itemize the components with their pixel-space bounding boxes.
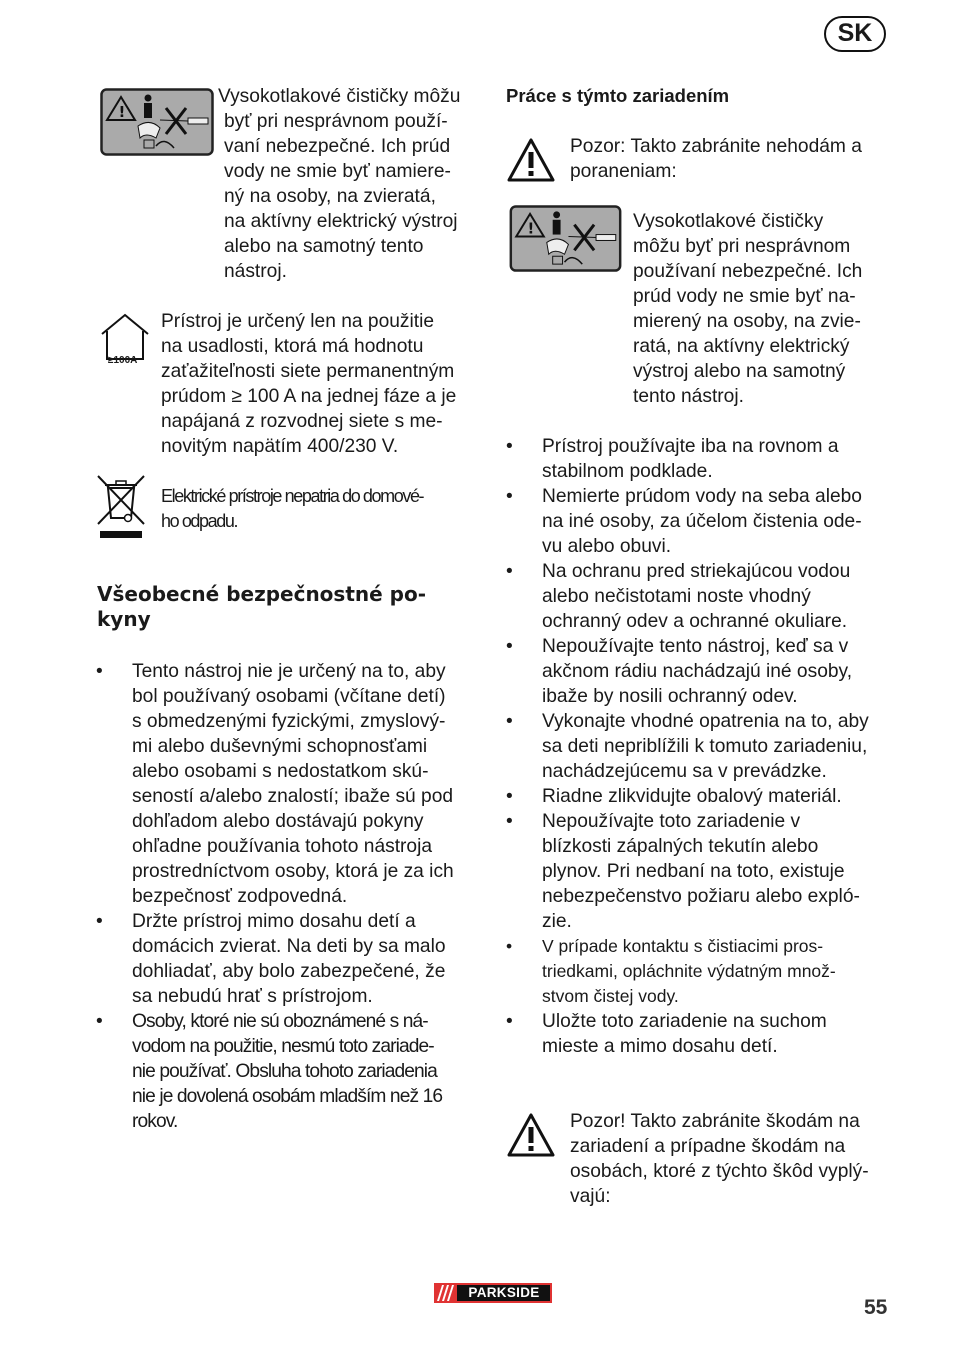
- operation-subheading: Práce s týmto zariadením: [506, 85, 730, 106]
- list-item: • Držte prístroj mimo dosahu detí a domácich zvierat. Na deti by sa malo dohliadať, aby bolo zabezpečené, že sa nebudú hrať s prístrojom.: [96, 909, 488, 1009]
- list-item: • Tento nástroj nie je určený na to, aby bol používaný osobami (včítane detí) s obmedzenými fyzickými, zmyslový- mi alebo duševnými schopnosťami alebo osobami s nedostatkom skú- seností a/alebo znalostí; ibaže sú pod dohľadom alebo dostávajú pokyny ohľadne používania tohoto nástroja prostredníctvom osoby, ktorá je za ich bezpečnosť zodpovedná.: [96, 659, 488, 909]
- caution-triangle-icon: [506, 137, 556, 183]
- brand-name: PARKSIDE: [468, 1285, 540, 1300]
- svg-text:!: !: [118, 103, 126, 121]
- list-item: • V prípade kontaktu s čistiacimi pros- triedkami, opláchnite výdatným množ- stvom čistej vody.: [506, 934, 906, 1009]
- page-number: 55: [864, 1296, 888, 1319]
- list-item: • Osoby, ktoré nie sú oboznámené s ná- vodom na použitie, nesmú toto zariade- nie používať. Obsluha tohoto zariadenia nie je dovolená osobám mladším než 16 rokov.: [96, 1009, 488, 1134]
- language-badge: SK: [824, 16, 886, 52]
- svg-text:!: !: [527, 220, 535, 238]
- list-item: • Na ochranu pred striekajúcou vodou alebo nečistotami noste vhodný ochranný odev a ochranné okuliare.: [506, 559, 906, 634]
- list-item: • Nepoužívajte toto zariadenie v blízkosti zápalných tekutín alebo plynov. Pri nedbaní na toto, existuje nebezpečenstvo požiaru alebo expló- zie.: [506, 809, 906, 934]
- high-pressure-warning-text: Vysokotlakové čističky môžu byť pri nesprávnom použí- vaní nebezpečné. Ich prúd vody ne smie byť namiere- ný na osoby, na zvieratá, na aktívny elektrický výstroj alebo na samotný tento nástroj.: [218, 86, 461, 282]
- parkside-logo: [434, 1283, 552, 1303]
- list-item: • Prístroj používajte iba na rovnom a stabilnom podklade.: [506, 434, 906, 484]
- caution-triangle-icon: [506, 1112, 556, 1158]
- list-item: • Vykonajte vhodné opatrenia na to, aby sa deti nepriblížili k tomuto zariadeniu, nachádzejúcemu sa v prevádzke.: [506, 709, 906, 784]
- general-safety-heading: Všeobecné bezpečnostné po- kyny: [97, 582, 427, 631]
- house-100a-icon: [98, 312, 152, 372]
- mains-supply-text: Prístroj je určený len na použitie na usadlosti, ktorá má hodnotu zaťažiteľnosti siete permanentným prúdom ≥ 100 A na jednej fáze a je napájaná z rozvodnej siete s me- novitým napätím 400/230 V.: [161, 311, 457, 457]
- list-item: • Nepoužívajte tento nástroj, keď sa v akčnom rádiu nachádzajú iné osoby, ibaže by nosili ochranný odev.: [506, 634, 906, 709]
- pressure-washer-warning-icon: [509, 205, 622, 272]
- list-item: • Nemierte prúdom vody na seba alebo na iné osoby, za účelom čistenia ode- vu alebo obuvi.: [506, 484, 906, 559]
- house-label: ≥100A: [108, 355, 138, 366]
- general-safety-list: [96, 659, 488, 1134]
- weee-disposal-text: Elektrické prístroje nepatria do domové- ho odpadu.: [161, 486, 424, 531]
- list-item: • Uložte toto zariadenie na suchom mieste a mimo dosahu detí.: [506, 1009, 906, 1059]
- caution-accident-text: Pozor: Takto zabránite nehodám a poraneniam:: [570, 136, 862, 182]
- list-item: • Riadne zlikvidujte obalový materiál.: [506, 784, 906, 809]
- high-pressure-warning-text: Vysokotlakové čističky môžu byť pri nesprávnom používaní nebezpečné. Ich prúd vody ne smie byť na- mierený na osoby, na zvie- ratá, na aktívny elektrický výstroj alebo na samotný tento nástroj.: [633, 211, 863, 407]
- weee-bin-icon: [96, 474, 146, 540]
- operation-safety-list: [506, 434, 906, 1059]
- caution-damage-text: Pozor! Takto zabránite škodám na zariadení a prípadne škodám na osobách, ktoré z týchto škôd vyplý- vajú:: [570, 1111, 869, 1207]
- pressure-washer-warning-icon: [100, 88, 214, 156]
